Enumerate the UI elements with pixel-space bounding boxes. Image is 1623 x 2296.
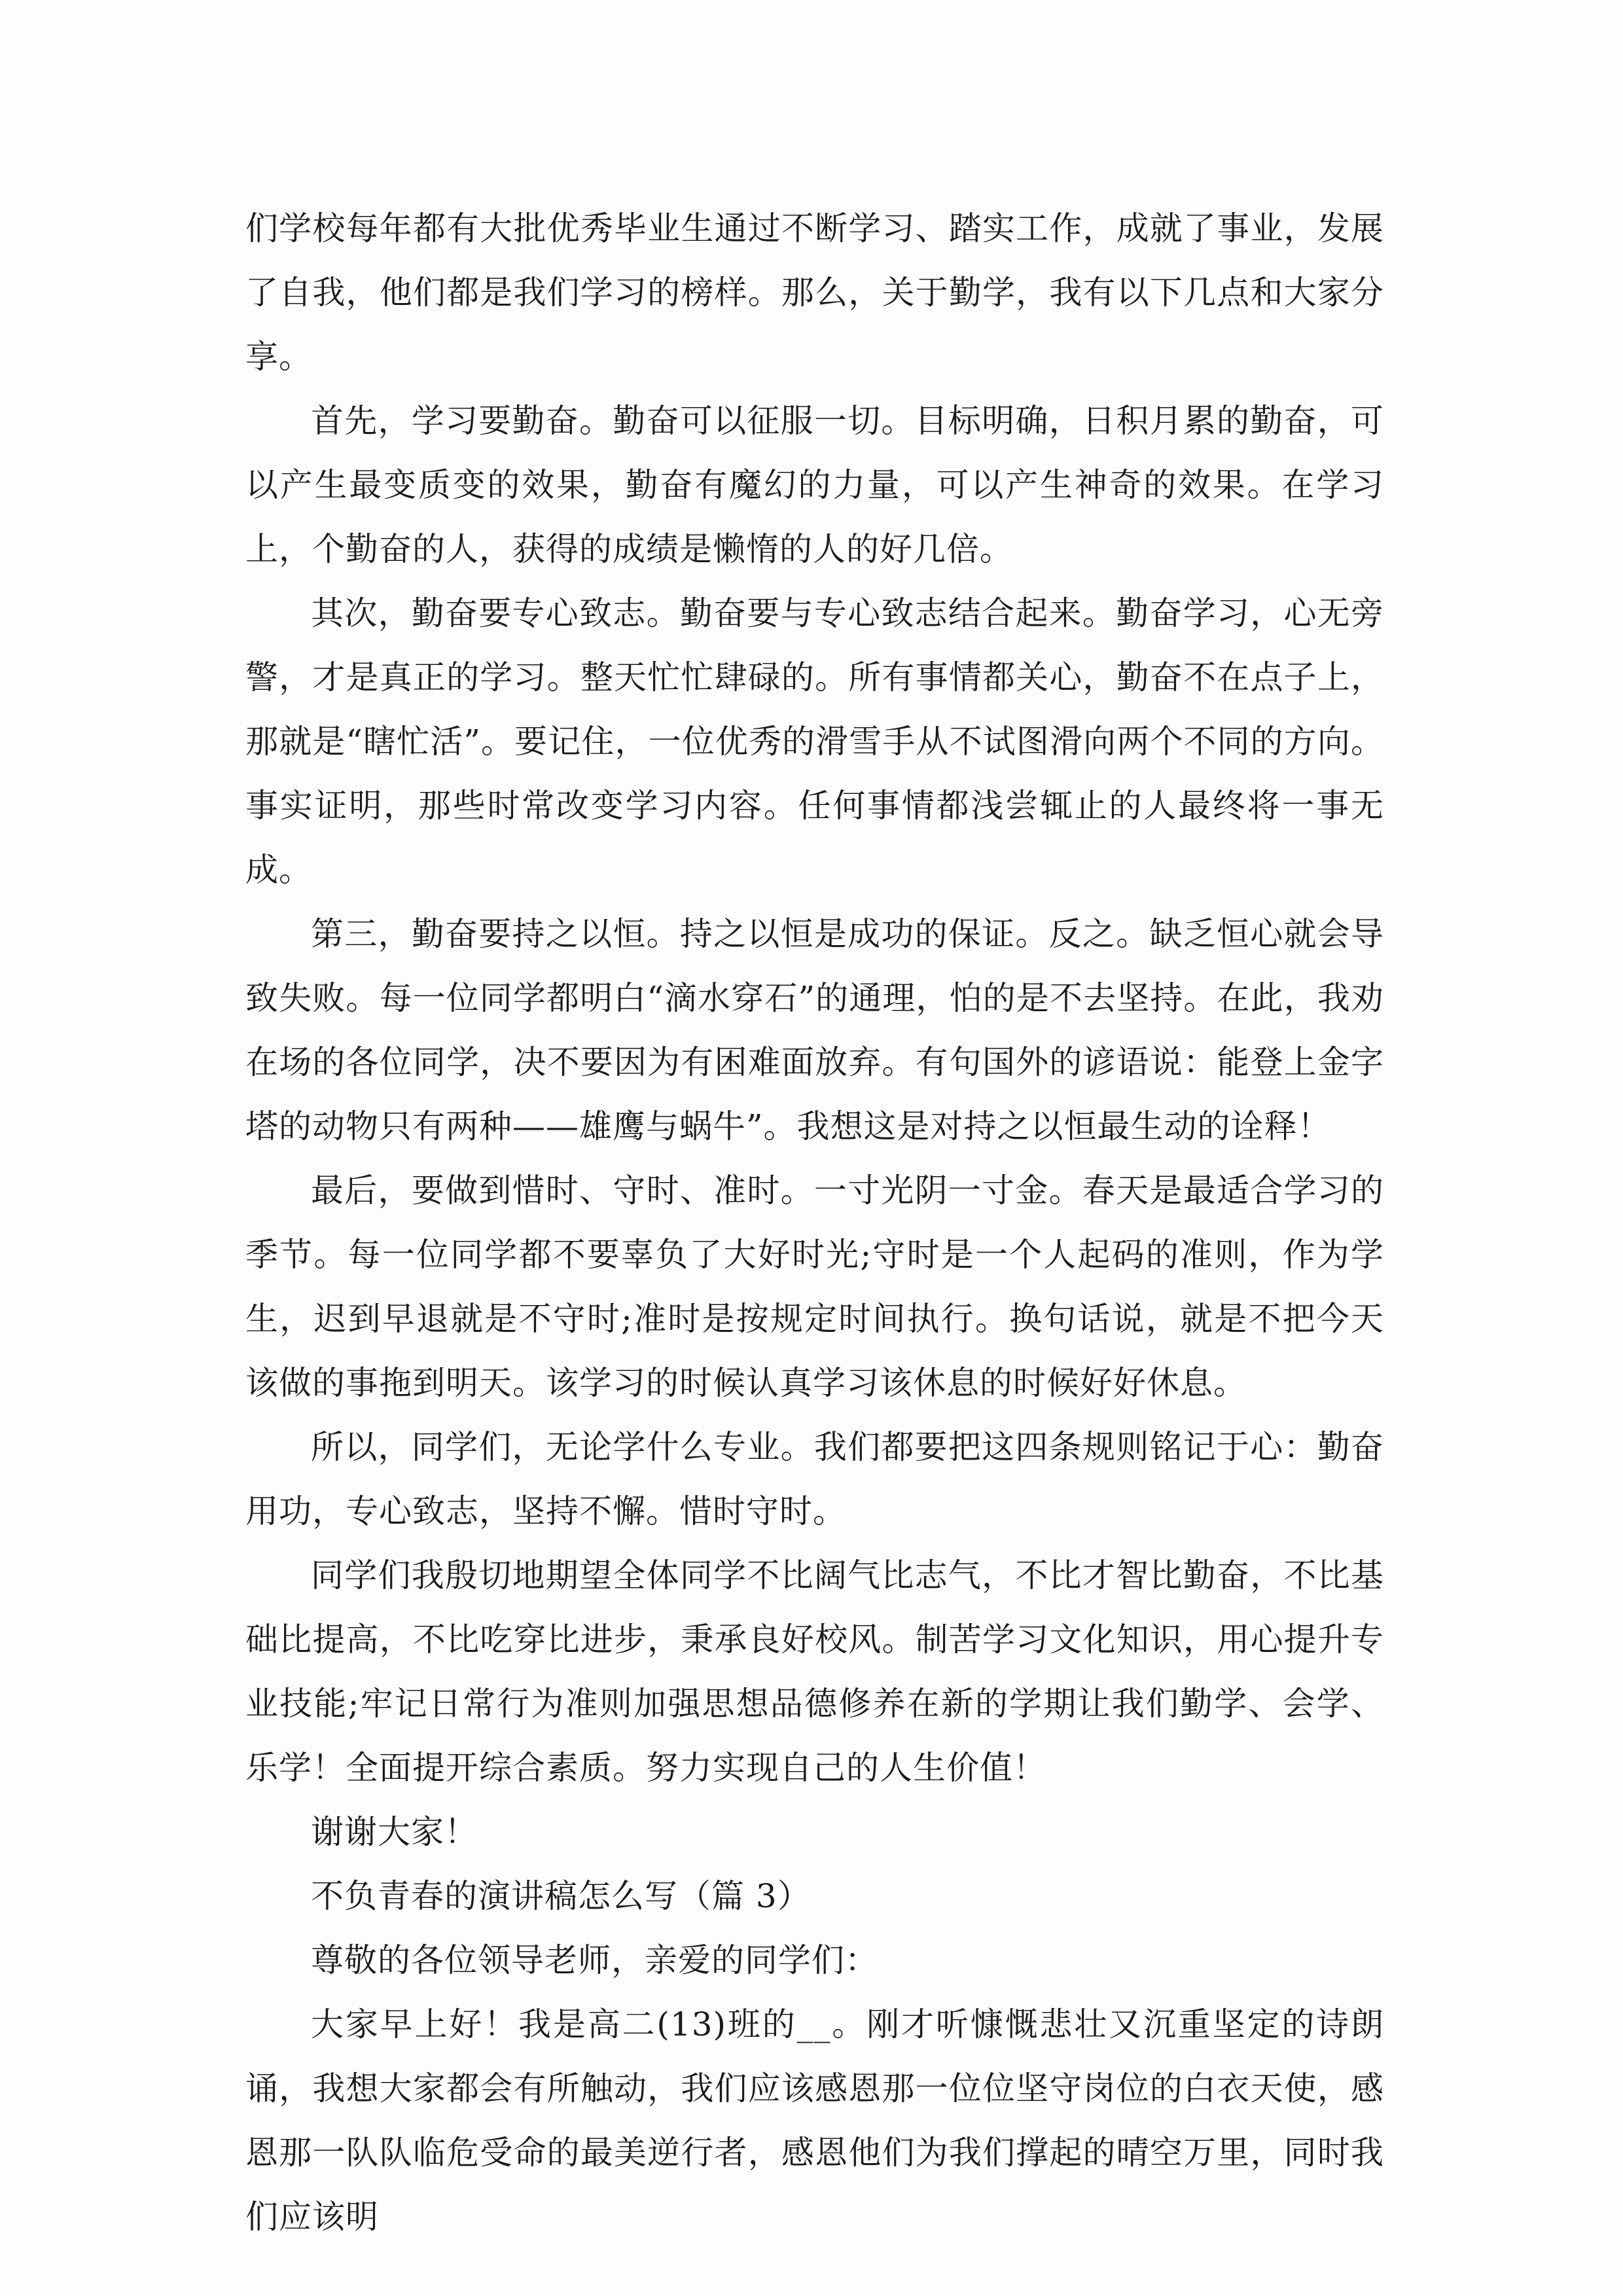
paragraph-thanks: 谢谢大家！ xyxy=(311,1813,478,1851)
paragraph-continuation: 们学校每年都有大批优秀毕业生通过不断学习、踏实工作，成就了事业，发展了自我，他们都是我们学习的榜样。那么，关于勤学，我有以下几点和大家分享。 xyxy=(245,209,1384,376)
section-heading: 不负青春的演讲稿怎么写（篇 3） xyxy=(311,1877,811,1915)
paragraph-focus: 其次，勤奋要专心致志。勤奋要与专心致志结合起来。勤奋学习，心无旁警，才是真正的学习。整天忙忙肆碌的。所有事情都关心，勤奋不在点子上，那就是“瞎忙活”。要记住，一位优秀的滑雪手从不试图滑向两个不同的方向。事实证明，那些时常改变学习内容。任何事情都浅尝辄止的人最终将一事无成。 xyxy=(245,594,1384,889)
paragraph-greeting: 大家早上好！我是高二(13)班的__。刚才听慷慨悲壮又沉重坚定的诗朗诵，我想大家都会有所触动，我们应该感恩那一位位坚守岗位的白衣天使，感恩那一队队临危受命的最美逆行者，感恩他们为我们撑起的晴空万里，同时我们应该明 xyxy=(245,2005,1384,2236)
speech-text xyxy=(245,196,1384,2249)
paragraph-expectation: 同学们我殷切地期望全体同学不比阔气比志气，不比才智比勤奋，不比基础比提高，不比吃穿比进步，秉承良好校风。制苦学习文化知识，用心提升专业技能;牢记日常行为准则加强思想品德修养在新的学期让我们勤学、会学、乐学！全面提开综合素质。努力实现自己的人生价值！ xyxy=(245,1556,1384,1787)
paragraph-diligence: 首先，学习要勤奋。勤奋可以征服一切。目标明确，日积月累的勤奋，可以产生最变质变的效果，勤奋有魔幻的力量，可以产生神奇的效果。在学习上，个勤奋的人，获得的成绩是懒惰的人的好几倍。 xyxy=(245,402,1384,568)
paragraph-summary: 所以，同学们，无论学什么专业。我们都要把这四条规则铭记于心：勤奋用功，专心致志，坚持不懈。惜时守时。 xyxy=(245,1428,1384,1530)
paragraph-punctuality: 最后，要做到惜时、守时、准时。一寸光阴一寸金。春天是最适合学习的季节。每一位同学都不要辜负了大好时光;守时是一个人起码的准则，作为学生，迟到早退就是不守时;准时是按规定时间执行。换句话说，就是不把今天该做的事拖到明天。该学习的时候认真学习该休息的时候好好休息。 xyxy=(245,1172,1384,1402)
paragraph-perseverance: 第三，勤奋要持之以恒。持之以恒是成功的保证。反之。缺乏恒心就会导致失败。每一位同学都明白“滴水穿石”的通理，怕的是不去坚持。在此，我劝在场的各位同学，决不要因为有困难面放弃。有句国外的谚语说：能登上金字塔的动物只有两种——雄鹰与蜗牛”。我想这是对持之以恒最生动的诠释！ xyxy=(245,915,1384,1145)
salutation: 尊敬的各位领导老师，亲爱的同学们： xyxy=(311,1941,878,1979)
